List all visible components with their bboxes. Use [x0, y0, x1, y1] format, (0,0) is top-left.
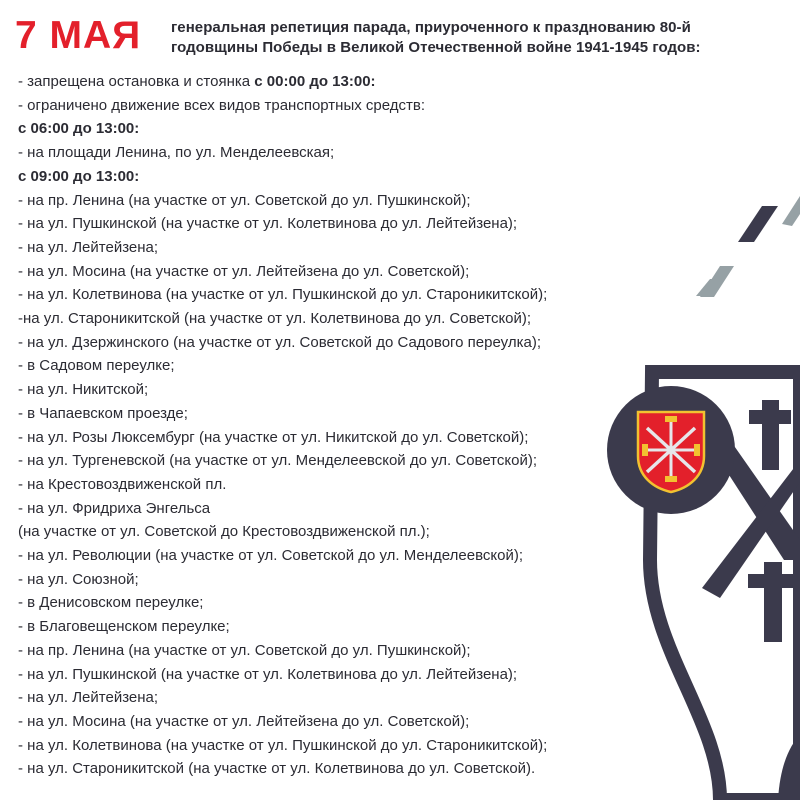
list-item: [18, 544, 547, 568]
diagonal-bar-dark-1: [738, 206, 778, 242]
list-item-text: - в Садовом переулке;: [18, 357, 175, 375]
list-item: [18, 307, 547, 331]
list-item-time: с 09:00 до 13:00:: [18, 167, 140, 185]
list-item-text: - на пр. Ленина (на участке от ул. Советской до ул. Пушкинской);: [18, 641, 471, 659]
list-item: [18, 165, 547, 189]
list-item: [18, 117, 547, 141]
list-item-text: - на ул. Колетвинова (на участке от ул. Пушкинской до ул. Староникитской);: [18, 736, 548, 754]
list-item-text: - на ул. Союзной;: [18, 570, 139, 588]
list-item: [18, 402, 547, 426]
list-item-text: - на ул. Дзержинского (на участке от ул. Советской до Садового переулка);: [18, 333, 541, 351]
list-item-text: - на площади Ленина, по ул. Менделеевская;: [18, 144, 335, 162]
list-item-text: - на ул. Мосина (на участке от ул. Лейтейзена до ул. Советской);: [18, 262, 470, 280]
list-item: [18, 757, 547, 781]
list-item: [18, 520, 547, 544]
list-item: [18, 686, 547, 710]
list-item-text: - на ул. Колетвинова (на участке от ул. Пушкинской до ул. Староникитской);: [18, 286, 548, 304]
list-item: [18, 141, 547, 165]
list-item: [18, 639, 547, 663]
list-item: [18, 473, 547, 497]
list-item-text: - в Чапаевском проезде;: [18, 404, 188, 422]
list-item-text: - на ул. Фридриха Энгельса: [18, 499, 211, 517]
list-item: [18, 94, 547, 118]
list-item-text: - на ул. Лейтейзена;: [18, 238, 159, 256]
list-item-text: - на ул. Пушкинской (на участке от ул. Колетвинова до ул. Лейтейзена);: [18, 665, 518, 683]
list-item: [18, 591, 547, 615]
list-item: [18, 70, 547, 94]
list-item-text: - на ул. Тургеневской (на участке от ул. Менделеевской до ул. Советской);: [18, 452, 538, 470]
list-item: [18, 189, 547, 213]
list-item-time: с 00:00 до 13:00:: [254, 73, 376, 90]
list-item: [18, 331, 547, 355]
list-item-text: - на ул. Лейтейзена;: [18, 689, 159, 707]
coat-of-arms-icon: [605, 384, 737, 516]
list-item: [18, 236, 547, 260]
list-item: [18, 449, 547, 473]
header-subtitle: [171, 18, 791, 58]
list-item: [18, 260, 547, 284]
list-item: [18, 426, 547, 450]
list-item: [18, 710, 547, 734]
list-item-text: - ограничено движение всех видов транспортных средств:: [18, 96, 426, 114]
list-item-text: -на ул. Староникитской (на участке от ул. Колетвинова до ул. Советской);: [18, 310, 532, 328]
list-item: [18, 212, 547, 236]
list-item: [18, 734, 547, 758]
cross-upper-horizontal: [749, 410, 791, 424]
list-item-text: (на участке от ул. Советской до Крестовоздвиженской пл.);: [18, 523, 430, 541]
list-item-text: - на ул. Никитской;: [18, 381, 149, 399]
list-item: [18, 568, 547, 592]
list-item-text: - на пр. Ленина (на участке от ул. Советской до ул. Пушкинской);: [18, 191, 471, 209]
list-item-text: - на Крестовоздвиженской пл.: [18, 475, 227, 493]
list-item-text: - в Благовещенском переулке;: [18, 618, 230, 636]
restrictions-list: [18, 70, 547, 781]
list-item-text: - на ул. Мосина (на участке от ул. Лейтейзена до ул. Советской);: [18, 712, 470, 730]
cross-lower-horizontal: [748, 574, 794, 588]
list-item-text: - на ул. Староникитской (на участке от ул. Колетвинова до ул. Советской).: [18, 760, 536, 778]
list-item: [18, 497, 547, 521]
diagonal-bar-gray-2: [782, 196, 800, 226]
list-item: [18, 283, 547, 307]
list-item: [18, 354, 547, 378]
list-item-text: - в Денисовском переулке;: [18, 594, 204, 612]
list-item-text: - на ул. Розы Люксембург (на участке от ул. Никитской до ул. Советской);: [18, 428, 529, 446]
list-item: [18, 378, 547, 402]
list-item-text: - на ул. Пушкинской (на участке от ул. Колетвинова до ул. Лейтейзена);: [18, 215, 518, 233]
diagonal-bar-gray-1: [700, 266, 734, 297]
list-item: [18, 663, 547, 687]
list-item: [18, 615, 547, 639]
list-item-time: с 06:00 до 13:00:: [18, 120, 140, 138]
date-title: 7 МАЯ: [15, 14, 142, 57]
list-item-text: - запрещена остановка и стоянка: [18, 73, 255, 90]
subtitle-line: годовщины Победы в Великой Отечественной войне 1941-1945 годов:: [171, 39, 701, 56]
list-item-text: - на ул. Революции (на участке от ул. Советской до ул. Менделеевской);: [18, 547, 523, 565]
subtitle-line: генеральная репетиция парада, приуроченного к празднованию 80-й: [171, 19, 691, 36]
